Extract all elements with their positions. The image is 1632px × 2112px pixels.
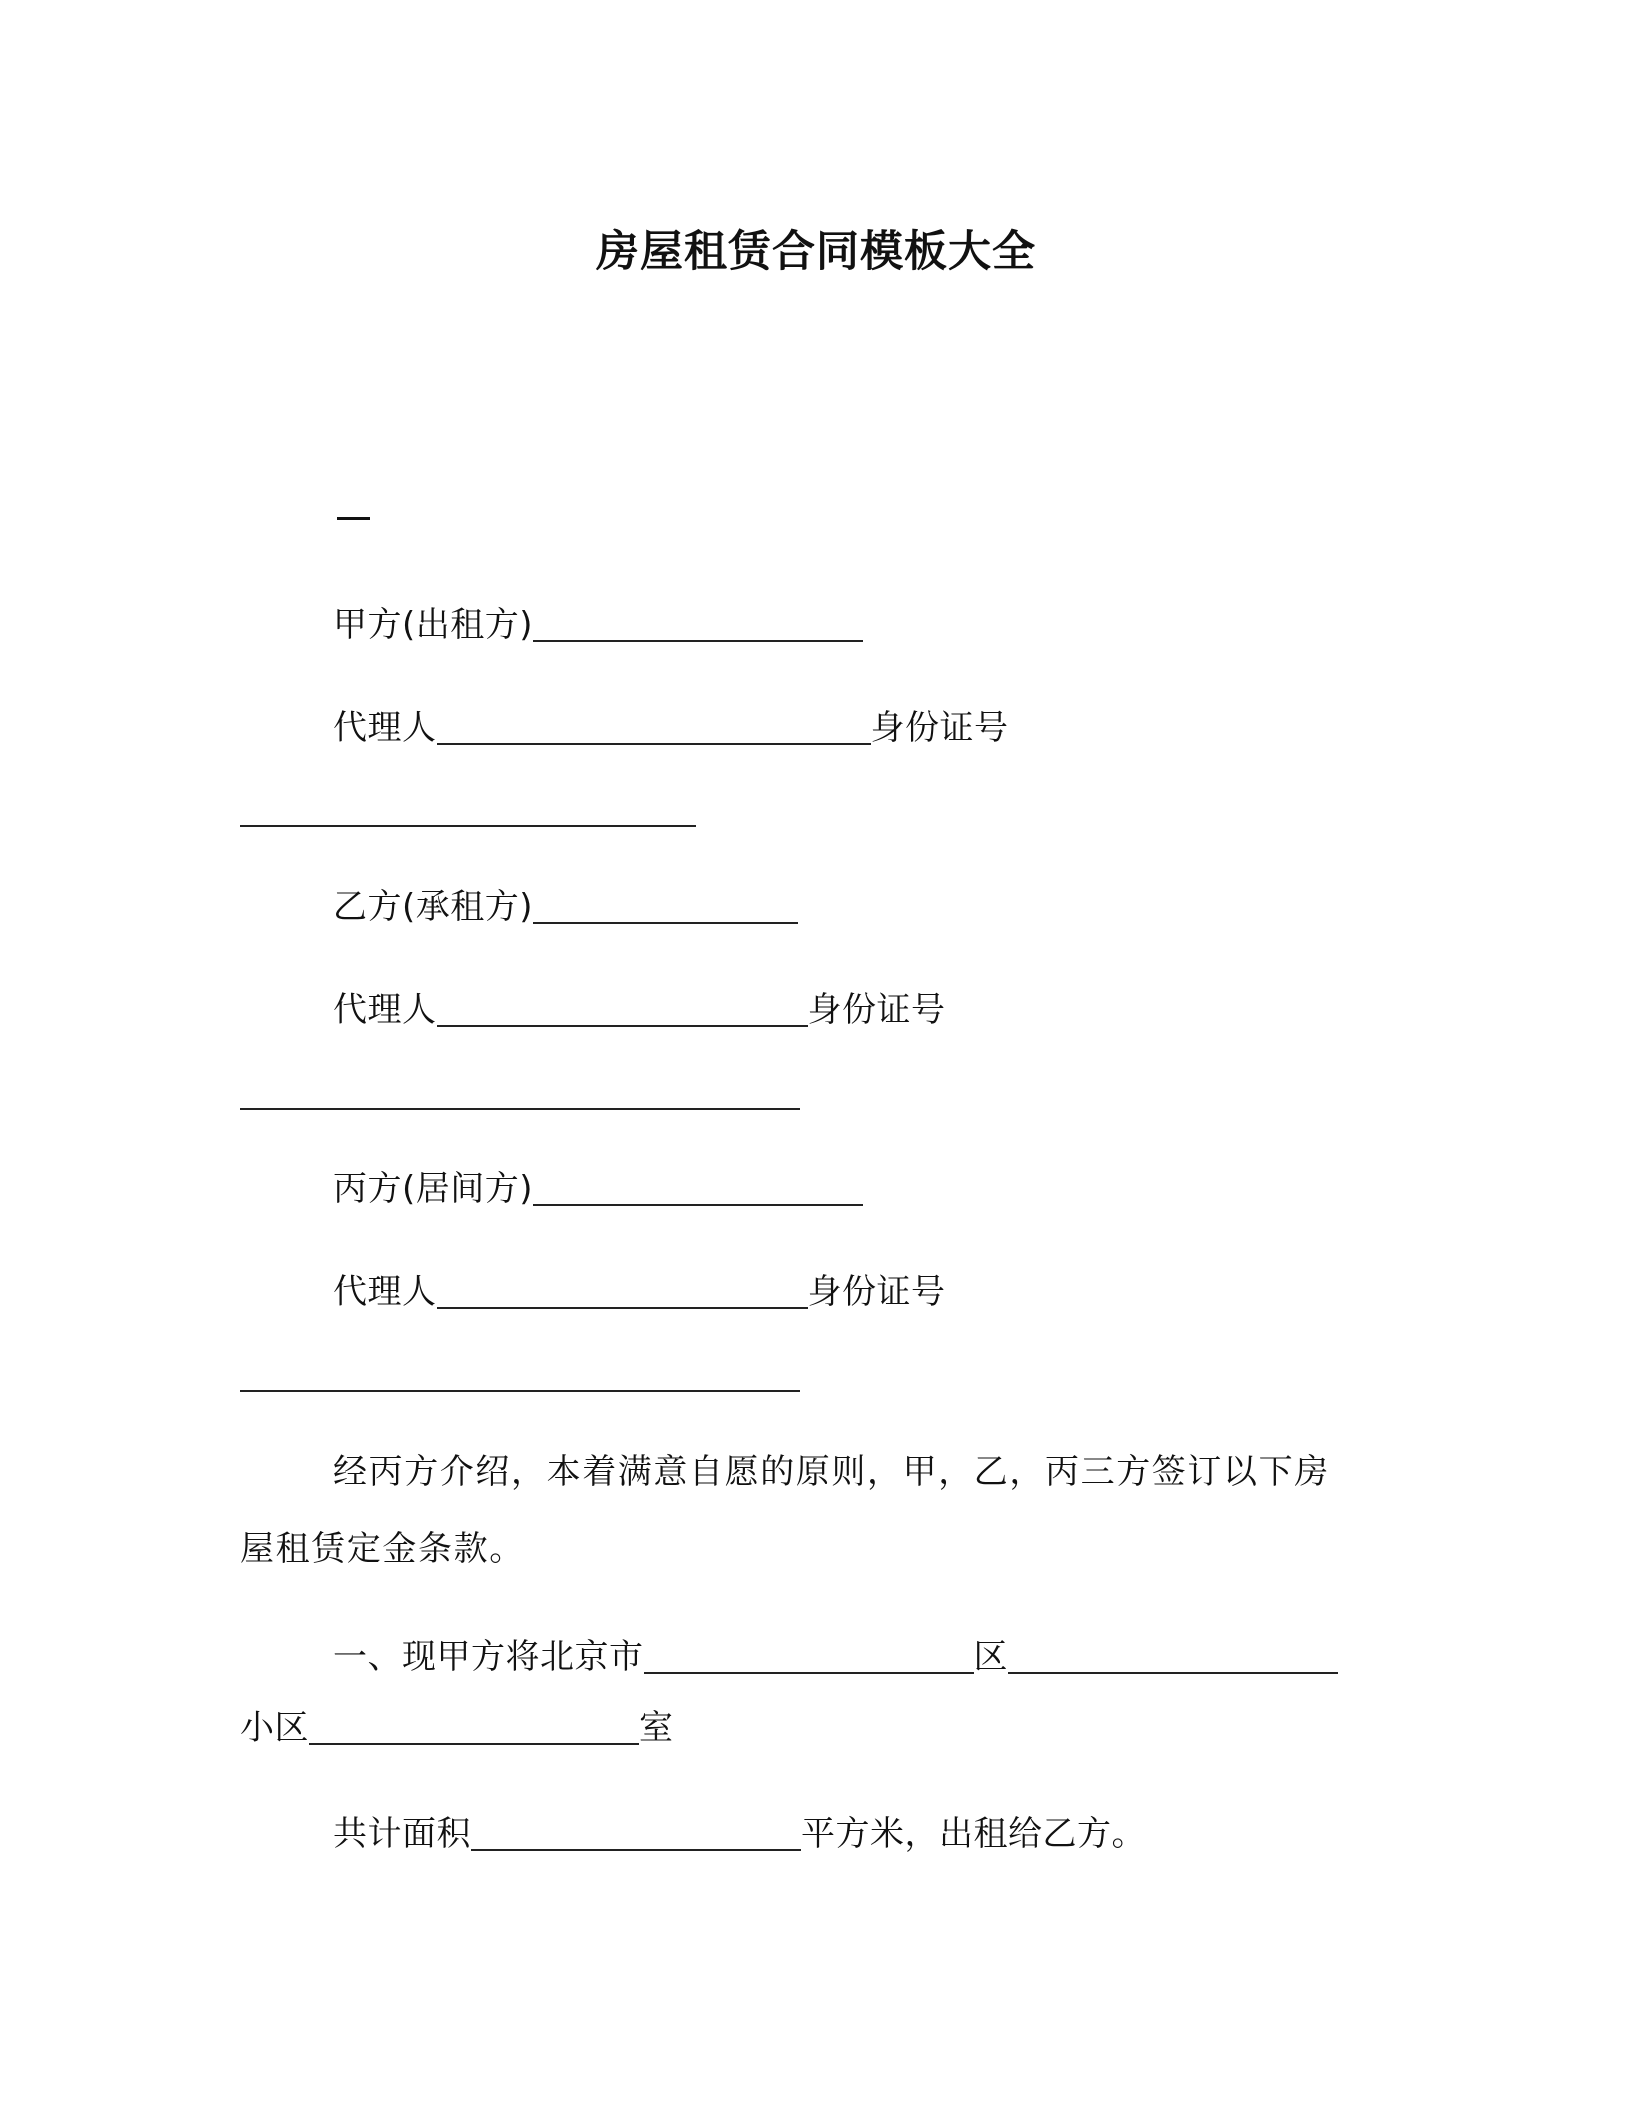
district-blank[interactable] (1008, 1638, 1338, 1674)
area-blank[interactable] (471, 1815, 801, 1851)
agent-c-id-blank[interactable] (240, 1390, 800, 1392)
agent-a-blank[interactable] (437, 709, 871, 745)
district-label: 区 (973, 1637, 1008, 1677)
agent-c-label: 代理人 (333, 1272, 437, 1312)
clause-1-prefix: 一、现甲方将北京市 (333, 1637, 644, 1677)
agent-b-id-label: 身份证号 (807, 990, 946, 1030)
room-label: 室 (639, 1708, 674, 1748)
clause-1-line-1 (333, 1632, 1338, 1682)
party-c-label: 丙方(居间方) (333, 1169, 534, 1209)
intro-line-1: 经丙方介绍，本着满意自愿的原则，甲，乙，丙三方签订以下房 (333, 1452, 1330, 1492)
area-suffix: 平方米，出租给乙方。 (801, 1814, 1146, 1854)
party-b-blank[interactable] (533, 888, 798, 924)
agent-c-line (333, 1267, 946, 1317)
agent-b-id-blank[interactable] (240, 1108, 800, 1110)
section-mark (337, 517, 370, 520)
community-label: 小区 (240, 1708, 309, 1748)
agent-a-label: 代理人 (333, 708, 437, 748)
agent-a-id-label: 身份证号 (870, 708, 1009, 748)
party-b-line (333, 882, 798, 932)
party-a-blank[interactable] (533, 606, 863, 642)
document-title: 房屋租赁合同模板大全 (596, 227, 1036, 277)
area-line (333, 1809, 1146, 1859)
area-prefix: 共计面积 (333, 1814, 471, 1854)
agent-a-line (333, 703, 1009, 753)
agent-b-line (333, 985, 946, 1035)
party-c-line (333, 1164, 863, 1214)
agent-c-blank[interactable] (437, 1273, 808, 1309)
party-a-label: 甲方(出租方) (333, 605, 534, 645)
clause-1-line-2 (240, 1703, 674, 1753)
agent-a-id-blank[interactable] (240, 825, 696, 827)
community-blank[interactable] (309, 1709, 639, 1745)
party-c-blank[interactable] (533, 1170, 863, 1206)
party-b-label: 乙方(承租方) (333, 887, 534, 927)
intro-line-2: 屋租赁定金条款。 (240, 1529, 525, 1569)
agent-c-id-label: 身份证号 (807, 1272, 946, 1312)
agent-b-label: 代理人 (333, 990, 437, 1030)
party-a-line (333, 600, 863, 650)
agent-b-blank[interactable] (437, 991, 808, 1027)
city-blank[interactable] (644, 1638, 974, 1674)
